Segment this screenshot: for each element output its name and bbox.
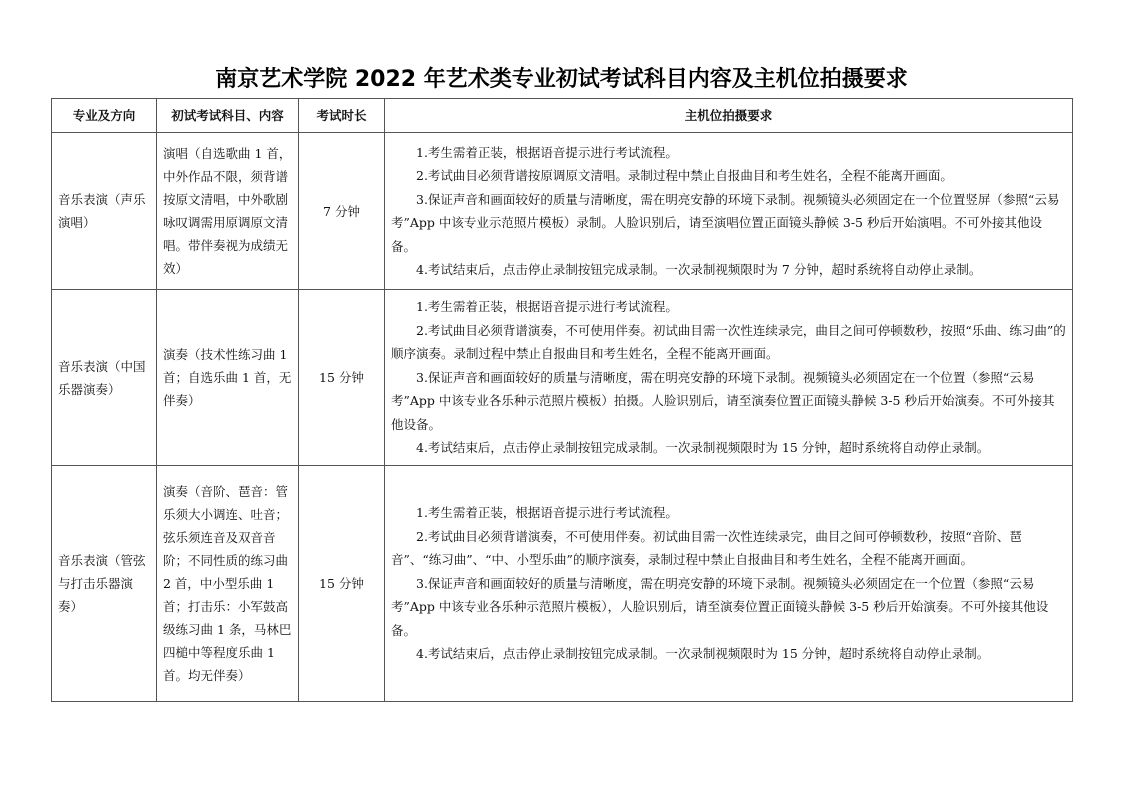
requirement-item: 2.考试曲目必须背谱演奏，不可使用伴奏。初试曲目需一次性连续录完，曲目之间可停顿数秒，按照“音阶、琶音”、“练习曲”、“中、小型乐曲”的顺序演奏，录制过程中禁止自报曲目和考生姓名，全程不能离开画面。: [391, 528, 1022, 568]
requirement-item: 1.考生需着正装，根据语音提示进行考试流程。: [416, 299, 678, 315]
requirement-item: 4.考试结束后，点击停止录制按钮完成录制。一次录制视频限时为 7 分钟，超时系统将自动停止录制。: [416, 262, 982, 277]
table-row: [52, 466, 1073, 702]
major-cell: 音乐表演（管弦与打击乐器演奏）: [52, 466, 157, 702]
major-cell: 音乐表演（声乐演唱）: [52, 133, 157, 290]
requirement-item: 1.考生需着正装，根据语音提示进行考试流程。: [416, 144, 678, 160]
requirement-item: 3.保证声音和画面较好的质量与清晰度，需在明亮安静的环境下录制。视频镜头必须固定在一个位置竖屏（参照“云易考”App 中该专业示范照片模板）录制。人脸识别后，请至演唱位置正面镜头静候 3-5 秒后开始演唱。不可外接其他设备。: [391, 191, 1060, 254]
table-row: [52, 290, 1073, 466]
requirement-item: 2.考试曲目必须背谱按原调原文清唱。录制过程中禁止自报曲目和考生姓名，全程不能离开画面。: [416, 168, 953, 183]
page-title: 南京艺术学院 2022 年艺术类专业初试考试科目内容及主机位拍摄要求: [215, 67, 908, 92]
requirement-item: 4.考试结束后，点击停止录制按钮完成录制。一次录制视频限时为 15 分钟，超时系统将自动停止录制。: [416, 440, 990, 456]
requirements-cell: [385, 133, 1073, 290]
requirement-item: 2.考试曲目必须背谱演奏，不可使用伴奏。初试曲目需一次性连续录完，曲目之间可停顿数秒，按照“乐曲、练习曲”的顺序演奏。录制过程中禁止自报曲目和考生姓名，全程不能离开画面。: [391, 322, 1066, 362]
requirement-item: 3.保证声音和画面较好的质量与清晰度，需在明亮安静的环境下录制。视频镜头必须固定在一个位置（参照“云易考”App 中该专业各乐种示范照片模板），人脸识别后，请至演奏位置正面镜头静候 3-5 秒后开始演奏。不可外接其他设备。: [391, 575, 1049, 638]
exam-requirements-table: [51, 98, 1073, 702]
table-row: [52, 133, 1073, 290]
column-header-content: 初试考试科目、内容: [157, 99, 299, 133]
duration-cell: 15 分钟: [299, 466, 385, 702]
requirement-item: 1.考生需着正装，根据语音提示进行考试流程。: [416, 505, 678, 521]
content-cell: 演奏（技术性练习曲 1 首；自选乐曲 1 首，无伴奏）: [157, 290, 299, 466]
column-header-duration: 考试时长: [299, 99, 385, 133]
requirement-item: 3.保证声音和画面较好的质量与清晰度，需在明亮安静的环境下录制。视频镜头必须固定在一个位置（参照“云易考”App 中该专业各乐种示范照片模板）拍摄。人脸识别后，请至演奏位置正面镜头静候 3-5 秒后开始演奏。不可外接其他设备。: [391, 369, 1055, 432]
duration-cell: 7 分钟: [299, 133, 385, 290]
requirements-cell: [385, 466, 1073, 702]
table-header-row: [52, 99, 1073, 133]
duration-cell: 15 分钟: [299, 290, 385, 466]
requirement-item: 4.考试结束后，点击停止录制按钮完成录制。一次录制视频限时为 15 分钟，超时系统将自动停止录制。: [416, 646, 990, 662]
content-cell: 演唱（自选歌曲 1 首，中外作品不限，须背谱按原文清唱，中外歌剧咏叹调需用原调原文清唱。带伴奏视为成绩无效）: [157, 133, 299, 290]
column-header-major: 专业及方向: [52, 99, 157, 133]
column-header-requirements: 主机位拍摄要求: [385, 99, 1073, 133]
content-cell: 演奏（音阶、琶音：管乐须大小调连、吐音；弦乐须连音及双音音阶；不同性质的练习曲 2 首，中小型乐曲 1 首；打击乐：小军鼓高级练习曲 1 条，马林巴四槌中等程度乐曲 1 首。均无伴奏）: [157, 466, 299, 702]
requirements-cell: [385, 290, 1073, 466]
major-cell: 音乐表演（中国乐器演奏）: [52, 290, 157, 466]
